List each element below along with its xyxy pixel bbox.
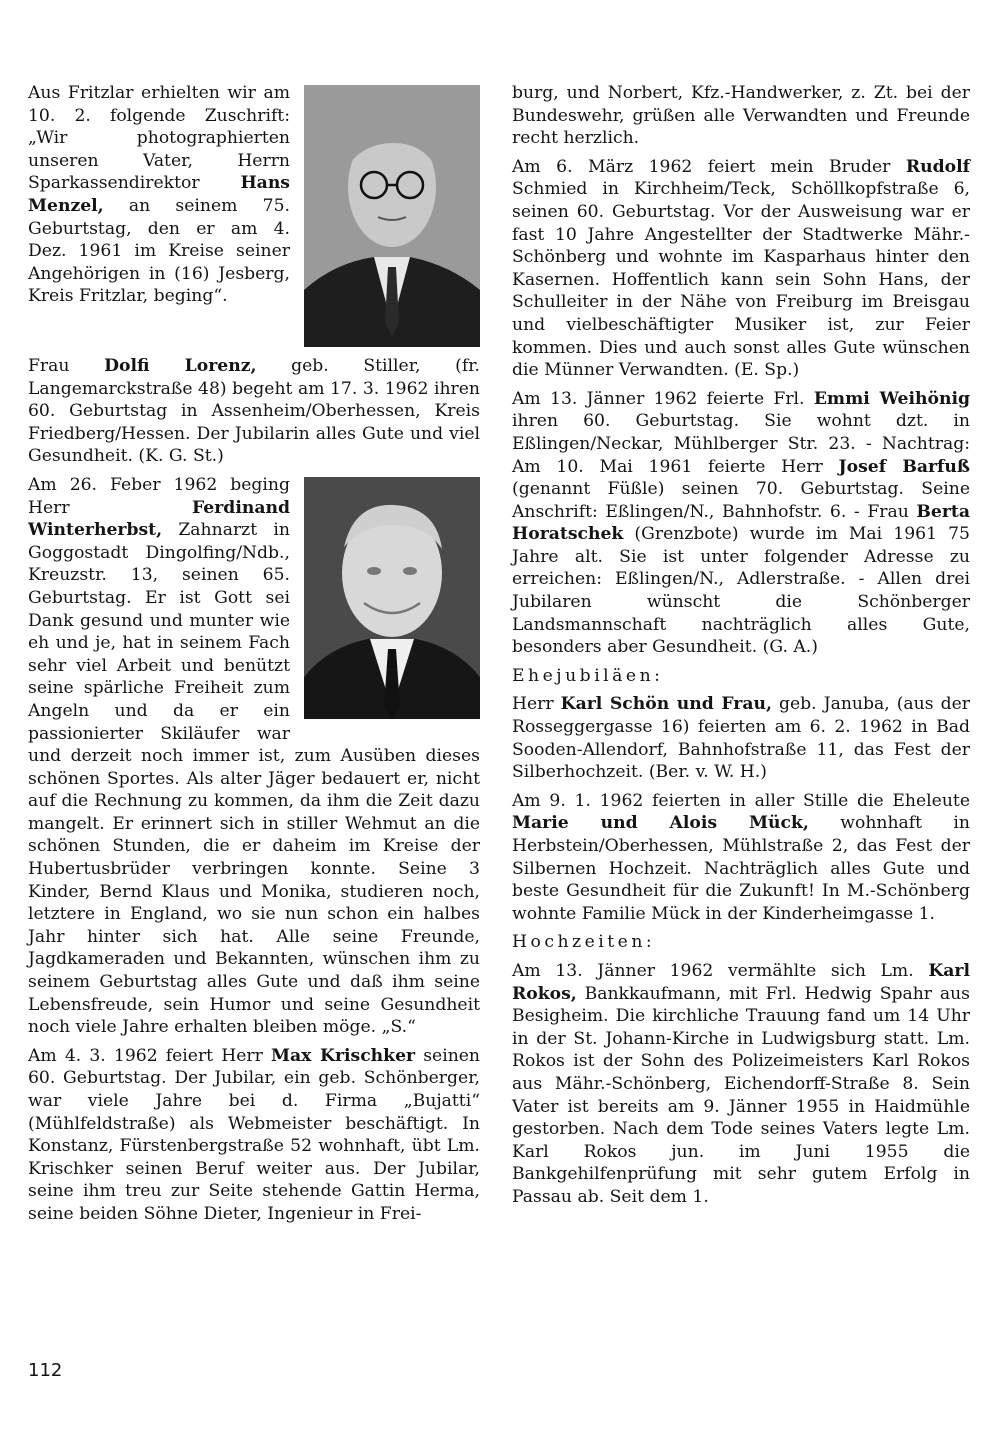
article-karl-rokos	[512, 960, 970, 1209]
article-text: (Grenzbote) wurde im Mai 1961 75 Jahre alt. Sie ist unter folgender Adresse zu erreichen: Eßlingen/N., Adlerstraße. - Allen drei Jubilaren wünscht die Schönberger Landsmannschaft nachträglich alles Gute, besonders aber Gesundheit. (G. A.)	[512, 524, 970, 658]
person-name: Rudolf	[905, 156, 970, 177]
article-max-krischker	[28, 1045, 480, 1226]
article-text: Bankkaufmann, mit Frl. Hedwig Spahr aus Besigheim. Die kirchliche Trauung fand um 14 Uhr in der St. Johann-Kirche in Ludwigsburg statt. Lm. Rokos ist der Sohn des Polizeimeisters Karl Rokos aus Mähr.-Schönberg, Eichendorff-Straße 8. Sein Vater ist bereits am 9. Jänner 1955 in Haidmühle gestorben. Nach dem Tode seines Vaters legte Lm. Karl Rokos jun. im Juni 1955 die Bankgehilfenprüfung mit sehr gutem Erfolg in Passau ab. Seit dem 1.	[512, 983, 970, 1207]
person-name: Dolfi Lorenz,	[104, 356, 257, 376]
person-name: Karl Schön und Frau,	[560, 694, 772, 715]
photo-ferdinand-winterherbst	[304, 477, 480, 719]
article-text: Herr	[512, 694, 561, 715]
article-text: Am 9. 1. 1962 feierten in aller Stille die Eheleute	[512, 790, 970, 811]
article-text: Frau	[28, 356, 105, 376]
person-name: Hans Menzel,	[28, 173, 290, 216]
article-text: Am 6. März 1962 feiert mein Bruder	[512, 156, 906, 177]
right-column	[512, 82, 970, 1215]
article-text: seinen 60. Geburtstag. Der Jubilar, ein geb. Schönberger, war viele Jahre bei d. Firma „Bujatti“ (Mühlfeldstraße) als Webmeister beschäftigt. In Konstanz, Fürstenbergstraße 52 wohnhaft, übt Lm. Krischker seinen Beruf weiter aus. Der Jubilar, seine ihm treu zur Seite stehende Gattin Herma, seine beiden Söhne Dieter, Ingenieur in Frei-	[28, 1045, 481, 1224]
left-column	[28, 82, 480, 1232]
portrait-illustration-menzel	[304, 85, 480, 347]
portrait-illustration-winterherbst	[304, 477, 480, 719]
page-number: 112	[28, 1360, 63, 1381]
article-emmi-weihoenig	[512, 388, 970, 659]
photo-hans-menzel-wrap	[304, 85, 480, 347]
person-name: Josef Barfuß	[838, 456, 970, 477]
person-name: Ferdinand Winterherbst,	[28, 497, 290, 541]
person-name: Emmi Weihönig	[813, 388, 970, 409]
article-text: Aus Fritzlar erhielten wir am 10. 2. folgende Zuschrift: „Wir photographierten unseren Vater, Herrn Sparkassendirektor	[28, 83, 290, 194]
article-text: Am 13. Jänner 1962 vermählte sich Lm.	[512, 960, 929, 981]
section-heading-ehejubilaeen: Ehejubiläen:	[512, 665, 664, 686]
person-name: Max Krischker	[270, 1045, 416, 1066]
person-name: Berta Horatschek	[512, 501, 970, 545]
article-text: Am 13. Jänner 1962 feierte Frl.	[512, 388, 814, 409]
article-text: Schmied in Kirchheim/Teck, Schöllkopfstraße 6, seinen 60. Geburtstag. Vor der Ausweisung war er fast 10 Jahre Angestellter der Stadtwerke Mähr.-Schönberg und wohnte im Kasparhaus hinter den Kasernen. Hoffentlich kann sein Sohn Hans, der Schulleiter in der Nähe von Freiburg im Breisgau und vielbeschäftigter Musiker ist, zur Feier kommen. Dies und auch sonst alles Gute wünschen die Münner Verwandten. (E. Sp.)	[512, 179, 970, 381]
article-text: ihren 60. Geburtstag. Sie wohnt dzt. in Eßlingen/Neckar, Mühlberger Str. 23. - Nachtrag: Am 10. Mai 1961 feierte Herr	[512, 411, 970, 477]
article-text: geb. Januba, (aus der Rosseggergasse 16) feierten am 6. 2. 1962 in Bad Sooden-Allendorf, Bahnhofstraße 11, das Fest der Silberhochzeit. (Ber. v. W. H.)	[512, 694, 971, 783]
article-text: (genannt Füßle) seinen 70. Geburtstag. Seine Anschrift: Eßlingen/N., Bahnhofstr. 6. - Frau	[512, 479, 970, 522]
article-text: wohnhaft in Herbstein/Oberhessen, Mühlstraße 2, das Fest der Silbernen Hochzeit. Nachträglich alles Gute und beste Gesundheit für die Zukunft! In M.-Schönberg wohnte Familie Mück in der Kinderheimgasse 1.	[512, 813, 970, 924]
article-marie-alois-mueck	[512, 790, 970, 926]
article-text: an seinem 75. Geburtstag, den er am 4. Dez. 1961 im Kreise seiner Angehörigen in (16) Jesberg, Kreis Fritzlar, beging“.	[28, 195, 290, 307]
article-text: geb. Stiller, (fr. Langemarckstraße 48) begeht am 17. 3. 1962 ihren 60. Geburtstag in Assenheim/Oberhessen, Kreis Friedberg/Hessen. Der Jubilarin alles Gute und viel Gesundheit. (K. G. St.)	[28, 356, 480, 467]
person-name: Karl Rokos,	[512, 960, 970, 1004]
article-continuation: burg, und Norbert, Kfz.-Handwerker, z. Zt. bei der Bundeswehr, grüßen alle Verwandten und Freunde recht herzlich.	[512, 83, 970, 149]
section-heading-hochzeiten: Hochzeiten:	[512, 932, 656, 953]
article-text: Zahnarzt in Goggostadt Dingolfing/Ndb., Kreuzstr. 13, seinen 65. Geburtstag. Er ist Gott sei Dank gesund und munter wie eh und je, hat in seinem Fach sehr viel Arbeit und benützt seine spärliche Freiheit zum Angeln und da er ein passionierter Skiläufer war und derzeit noch immer ist, zum Ausüben dieses schönen Sportes. Als alter Jäger bedauert er, nicht auf die Rechnung zu kommen, da ihm die Zeit dazu mangelt. Er erinnert sich in stiller Wehmut an die schönen Stunden, die er daheim im Kreise der Hubertusbrüder verbringen konnte. Seine 3 Kinder, Bernd Klaus und Monika, studieren noch, letztere in England, wo sie nun schon ein halbes Jahr hinter sich hat. Alle seine Freunde, Jagdkameraden und Bekannten, wünschen ihm zu seinem Geburtstag alles Gute und daß ihm seine Lebensfreude, sein Humor und seine Gesundheit noch viele Jahre erhalten bleiben möge. „S.“	[28, 520, 480, 1038]
article-dolfi-lorenz	[28, 355, 480, 468]
article-text: Am 4. 3. 1962 feiert Herr	[28, 1045, 271, 1066]
photo-ferdinand-winterherbst-wrap	[304, 477, 480, 719]
photo-hans-menzel	[304, 85, 480, 347]
article-karl-schoen	[512, 693, 970, 783]
person-name: Marie und Alois Mück,	[512, 813, 809, 834]
article-text: Am 26. Feber 1962 beging Herr	[28, 474, 290, 518]
article-rudolf-schmied	[512, 156, 970, 382]
